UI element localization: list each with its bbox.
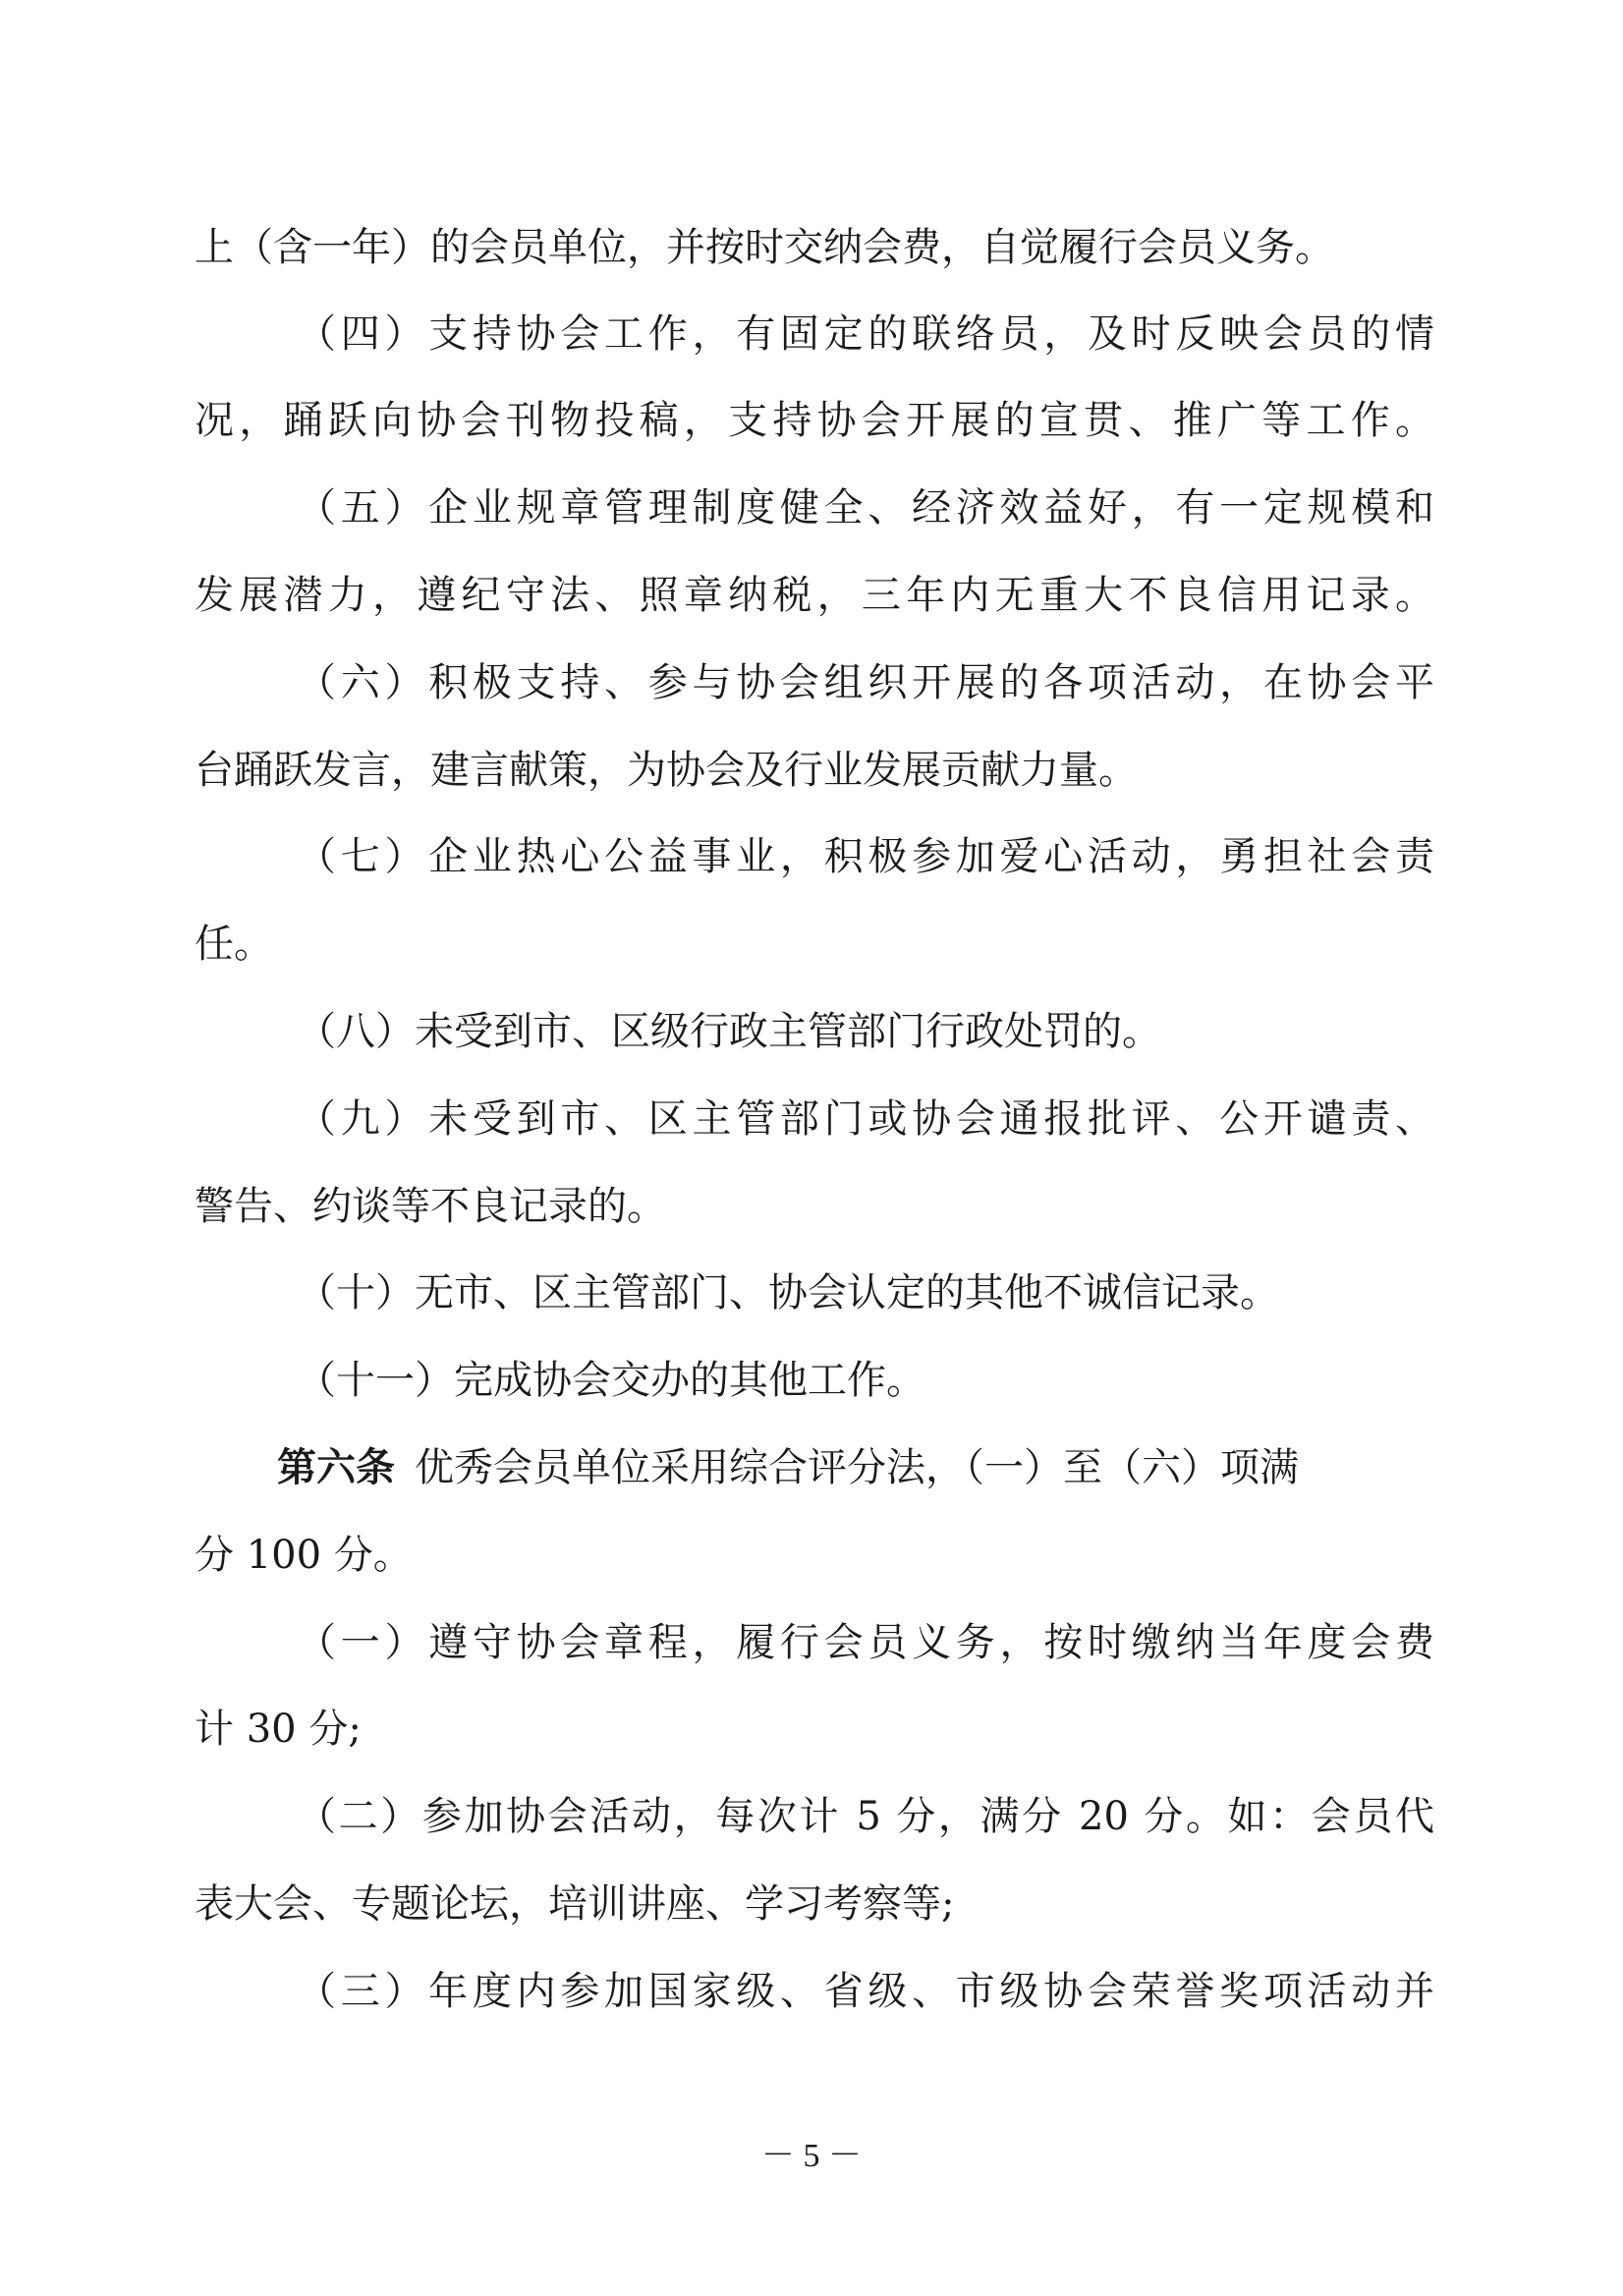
text-line: （四）支持协会工作，有固定的联络员，及时反映会员的情 [297,311,1434,357]
text-line: 分 100 分。 [195,1533,413,1578]
text-line: （十）无市、区主管部门、协会认定的其他不诚信记录。 [297,1270,1279,1316]
text-line: （九）未受到市、区主管部门或协会通报批评、公开谴责、 [297,1096,1434,1142]
text-line: （三）年度内参加国家级、省级、市级协会荣誉奖项活动并 [297,1969,1434,2014]
text-line: 况，踊跃向协会刊物投稿，支持协会开展的宣贯、推广等工作。 [195,398,1434,443]
text-line: 警告、约谈等不良记录的。 [195,1184,666,1229]
text-line: （五）企业规章管理制度健全、经济效益好，有一定规模和 [297,485,1434,531]
text-line: 台踊跃发言，建言献策，为协会及行业发展贡献力量。 [195,748,1138,793]
text-line: （七）企业热心公益事业，积极参加爱心活动，勇担社会责 [297,834,1434,879]
text-line: 上（含一年）的会员单位，并按时交纳会费，自觉履行会员义务。 [195,225,1334,270]
text-line: （一）遵守协会章程，履行会员义务，按时缴纳当年度会费 [297,1620,1434,1665]
text-line: 表大会、专题论坛，培训讲座、学习考察等; [195,1881,955,1927]
article-6-first-line [277,1438,1434,1497]
text-line: （六）积极支持、参与协会组织开展的各项活动，在协会平 [297,660,1434,705]
text-line: 计 30 分; [195,1707,362,1752]
article-heading: 第六条 [277,1445,395,1490]
text-line: 任。 [195,922,273,967]
text-line: （八）未受到市、区级行政主管部门行政处罚的。 [297,1009,1161,1054]
text-line: （十一）完成协会交办的其他工作。 [297,1358,925,1403]
page-number: － 5 － [761,2138,862,2174]
article-text: 优秀会员单位采用综合评分法，（一）至（六）项满 [415,1445,1299,1490]
text-line: 发展潜力，遵纪守法、照章纳税，三年内无重大不良信用记录。 [195,573,1434,618]
text-line: （二）参加协会活动，每次计 5 分，满分 20 分。如：会员代 [297,1794,1434,1839]
